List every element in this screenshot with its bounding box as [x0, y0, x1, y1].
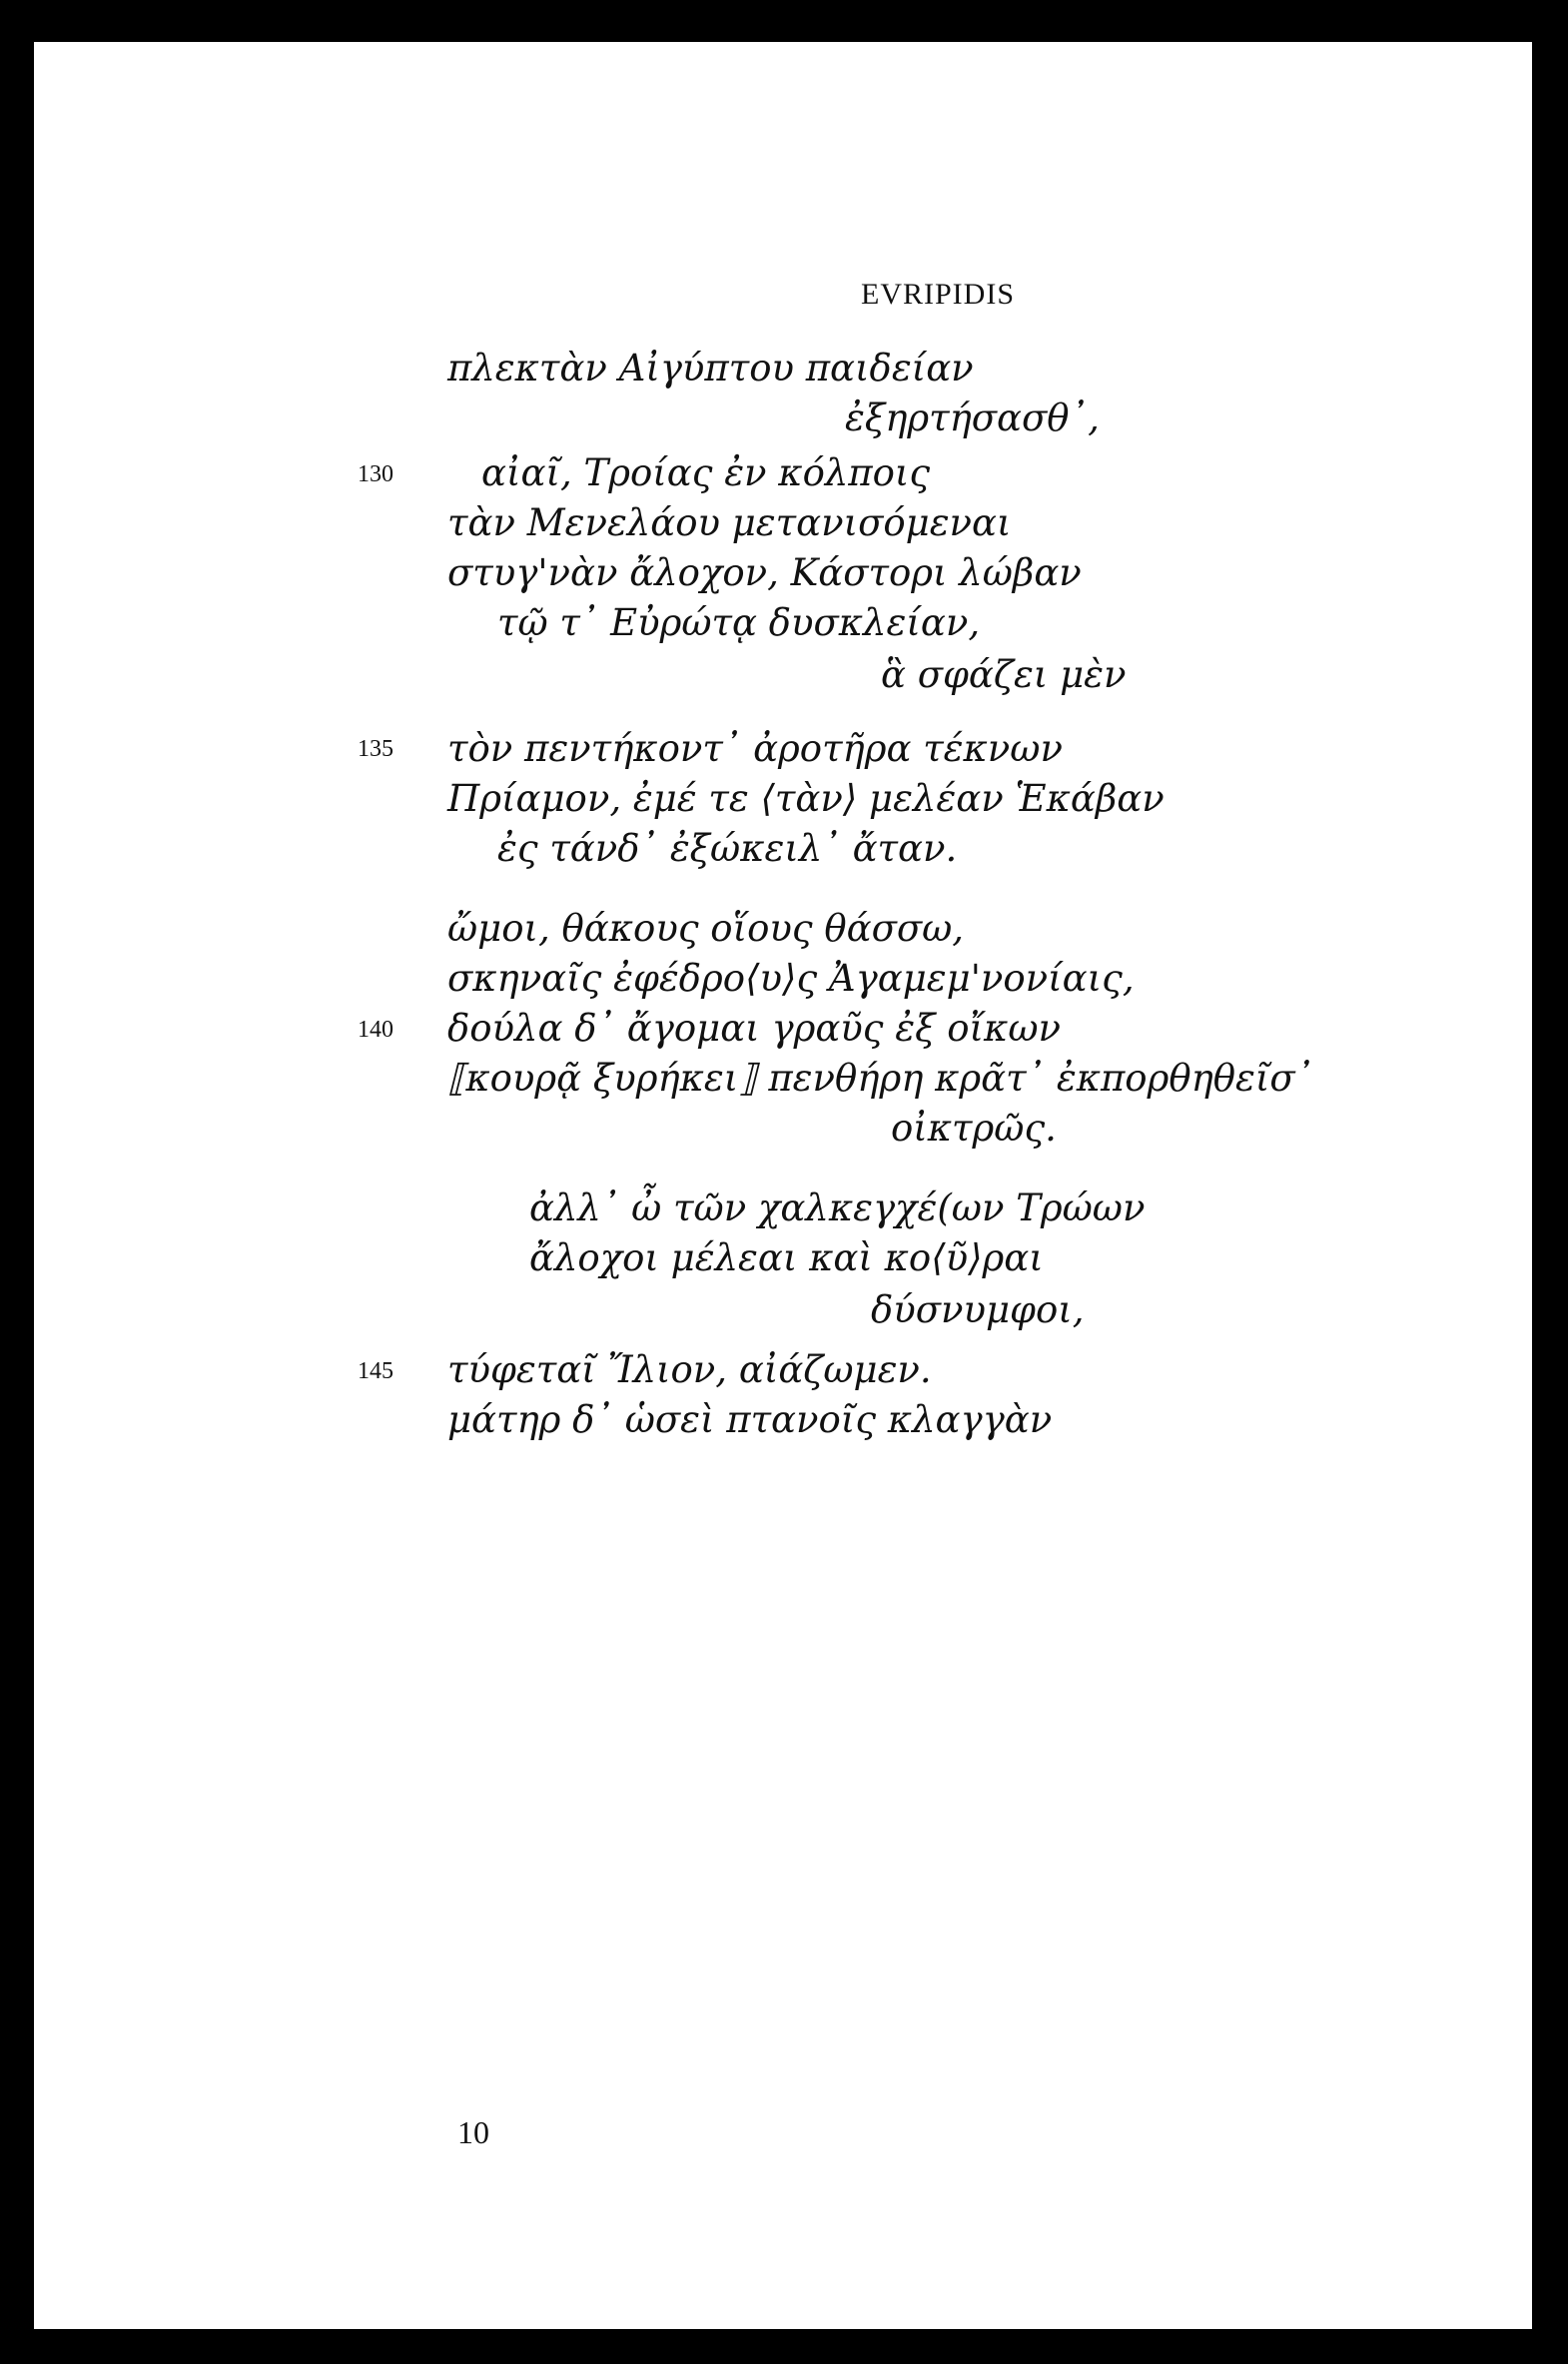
- line-number: 140: [358, 1017, 393, 1043]
- verse-line: ἃ σφάζει μὲν: [881, 653, 1127, 696]
- verse-line: τὰν Μενελάου μετανισόμεναι: [447, 501, 1012, 544]
- verse-line: σκηναῖς ἐφέδρο⟨υ⟩ς Ἀγαμεμ'νονίαις,: [447, 957, 1135, 1000]
- verse-line: ⟦κουρᾷ ξυρήκει⟧ πενθήρη κρᾶτ᾽ ἐκπορθηθεῖσ᾽: [447, 1057, 1314, 1100]
- book-page: [34, 42, 1532, 2329]
- line-number: 135: [358, 736, 393, 762]
- verse-line: ἀλλ᾽ ὦ τῶν χαλκεγχέ(ων Τρώων: [529, 1186, 1146, 1229]
- line-number: 145: [358, 1358, 393, 1384]
- verse-line: δούλα δ᾽ ἄγομαι γραῦς ἐξ οἴκων: [447, 1007, 1061, 1050]
- line-number: 130: [358, 461, 393, 487]
- running-head: EVRIPIDIS: [861, 278, 1016, 311]
- verse-line: τῷ τ᾽ Εὐρώτᾳ δυσκλείαν,: [497, 601, 981, 644]
- verse-line: ἐξηρτήσασθ᾽,: [845, 396, 1100, 439]
- verse-line: δύσνυμφοι,: [871, 1288, 1085, 1331]
- verse-line: οἰκτρῶς.: [891, 1107, 1057, 1150]
- verse-line: ἐς τάνδ᾽ ἐξώκειλ᾽ ἄταν.: [497, 827, 958, 870]
- verse-line: πλεκτὰν Αἰγύπτου παιδείαν: [447, 347, 974, 390]
- verse-line: μάτηρ δ᾽ ὡσεὶ πτανοῖς κλαγγὰν: [447, 1398, 1053, 1441]
- page-number: 10: [457, 2114, 489, 2150]
- verse-line: Πρίαμον, ἐμέ τε ⟨τὰν⟩ μελέαν Ἑκάβαν: [447, 777, 1165, 820]
- verse-line: αἰαῖ, Τροίας ἐν κόλποις: [481, 451, 931, 494]
- verse-line: τὸν πεντήκοντ᾽ ἀροτῆρα τέκνων: [447, 727, 1063, 770]
- verse-line: ἄλοχοι μέλεαι καὶ κο⟨ῦ⟩ραι: [529, 1236, 1044, 1279]
- verse-line: τύφεταῖ Ἴλιον, αἰάζωμεν.: [447, 1348, 932, 1391]
- verse-line: ὤμοι, θάκους οἵους θάσσω,: [447, 907, 965, 950]
- verse-line: στυγ'νὰν ἄλοχον, Κάστορι λώβαν: [447, 551, 1082, 594]
